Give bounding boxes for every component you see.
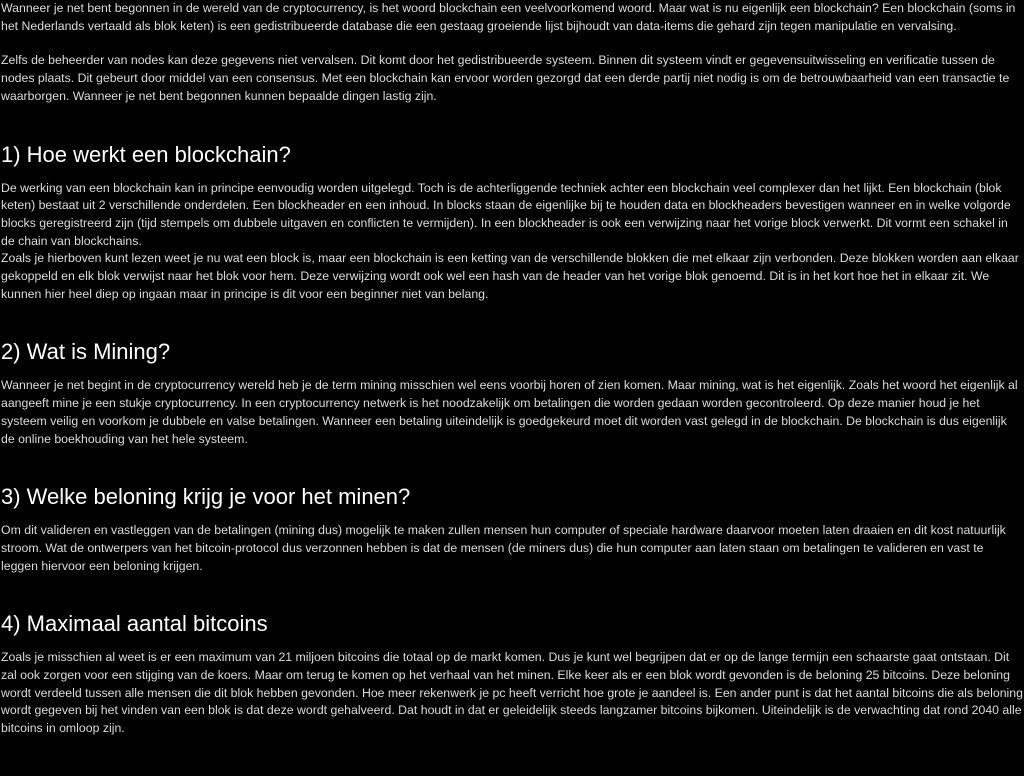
section-max-bitcoins [1, 611, 1023, 738]
spacer [1, 106, 1023, 142]
intro-paragraph-1: Wanneer je net bent begonnen in de wereld van de cryptocurrency, is het woord blockchain een veelvoorkomend woord. Maar wat is nu eigenlijk een blockchain? Een blockchain (soms in het Nederlands vertaald als blok keten) is een gedistribueerde database die een gestaag groeiende lijst bijhoudt van data-items die gehard zijn tegen manipulatie en vervalsing. [1, 1, 1016, 33]
section-heading: 1) Hoe werkt een blockchain? [1, 141, 291, 167]
section-how-blockchain-works [1, 142, 1023, 304]
spacer [1, 303, 1023, 339]
spacer [1, 448, 1023, 484]
section-paragraph: Zoals je misschien al weet is er een maximum van 21 miljoen bitcoins die totaal op de markt komen. Dus je kunt wel begrijpen dat er op de lange termijn een schaarste gaat ontstaan. Dit zal ook zorgen voor een stijging van de koers. Maar om terug te komen op het verhaal van het minen. Elke keer als er een blok wordt gevonden is de beloning 25 bitcoins. Deze beloning wordt verdeeld tussen alle mensen die dit blok hebben gevonden. Hoe meer rekenwerk je pc heeft verricht hoe grote je aandeel is. Een ander punt is dat het aantal bitcoins die als beloning wordt gegeven bij het vinden van een blok is dat deze wordt gehalveerd. Dat houdt in dat er geleidelijk steeds langzamer bitcoins bijkomen. Uiteindelijk is de verwachting dat rond 2040 alle bitcoins in omloop zijn. [1, 650, 1023, 736]
spacer [1, 510, 1023, 522]
spacer [1, 365, 1023, 377]
section-heading: 2) Wat is Mining? [1, 339, 171, 365]
section-paragraph: Om dit valideren en vastleggen van de betalingen (mining dus) mogelijk te maken zullen mensen hun computer of speciale hardware daarvoor moeten laten draaien en dit kost natuurlijk stroom. Wat de ontwerpers van het bitcoin-protocol dus verzonnen hebben is dat de mensen (de miners dus) die hun computer aan laten staan om betalingen te valideren en vast te leggen hiervoor een beloning krijgen. [1, 523, 1006, 573]
section-heading: 3) Welke beloning krijg je voor het minen? [1, 484, 411, 510]
intro-paragraph-2: Zelfs de beheerder van nodes kan deze gegevens niet vervalsen. Dit komt door het gedistribueerde systeem. Binnen dit systeem vindt er gegevensuitwisseling en verificatie tussen de nodes plaats. Dit gebeurt door middel van een consensus. Met een blockchain kan ervoor worden gezorgd dat een derde partij niet nodig is om de betrouwbaarheid van een transactie te waarborgen. Wanneer je net bent begonnen kunnen bepaalde dingen lastig zijn. [1, 53, 1010, 103]
section-paragraph: Zoals je hierboven kunt lezen weet je nu wat een block is, maar een blockchain is een ketting van de verschillende blokken die met elkaar zijn verbonden. Deze blokken worden aan elkaar gekoppeld en elk blok verwijst naar het blok voor hem. Deze verwijzing wordt ook wel een hash van de header van het vorige blok genoemd. Dit is in het kort hoe het in elkaar zit. We kunnen hier heel diep op ingaan maar in principe is dit voor een beginner niet van belang. [1, 251, 1019, 301]
spacer [1, 575, 1023, 611]
section-paragraph: Wanneer je net begint in de cryptocurrency wereld heb je de term mining misschien wel eens voorbij horen of zien komen. Maar mining, wat is het eigenlijk. Zoals het woord het eigenlijk al aangeeft mine je een stukje cryptocurrency. In een cryptocurrency netwerk is het noodzakelijk om betalingen die worden gedaan worden gecontroleerd. Op deze manier houd je het systeem veilig en voorkom je dubbele en valse betalingen. Wanneer een betaling uiteindelijk is goedgekeurd moet dit worden vast gelegd in de blockchain. De blockchain is dus eigenlijk de online boekhouding van het hele systeem. [1, 378, 1018, 446]
section-what-is-mining [1, 339, 1023, 448]
spacer [1, 637, 1023, 649]
spacer [1, 168, 1023, 180]
section-mining-reward [1, 484, 1023, 575]
section-heading: 4) Maximaal aantal bitcoins [1, 611, 268, 637]
section-paragraph: De werking van een blockchain kan in principe eenvoudig worden uitgelegd. Toch is de achterliggende techniek achter een blockchain veel complexer dan het lijkt. Een blockchain (blok keten) bestaat uit 2 verschillende onderdelen. Een blockheader en een inhoud. In blocks staan de eigenlijke bij te houden data en blockheaders bevestigen wanneer en in welke volgorde blocks geregistreerd zijn (tijd stempels om dubbele uitgaven en conflicten te vermijden). In een blockheader is ook een verwijzing naar het vorige block verwerkt. Dit vormt een schakel in de chain van blockchains. [1, 180, 1011, 248]
spacer [1, 35, 1023, 52]
